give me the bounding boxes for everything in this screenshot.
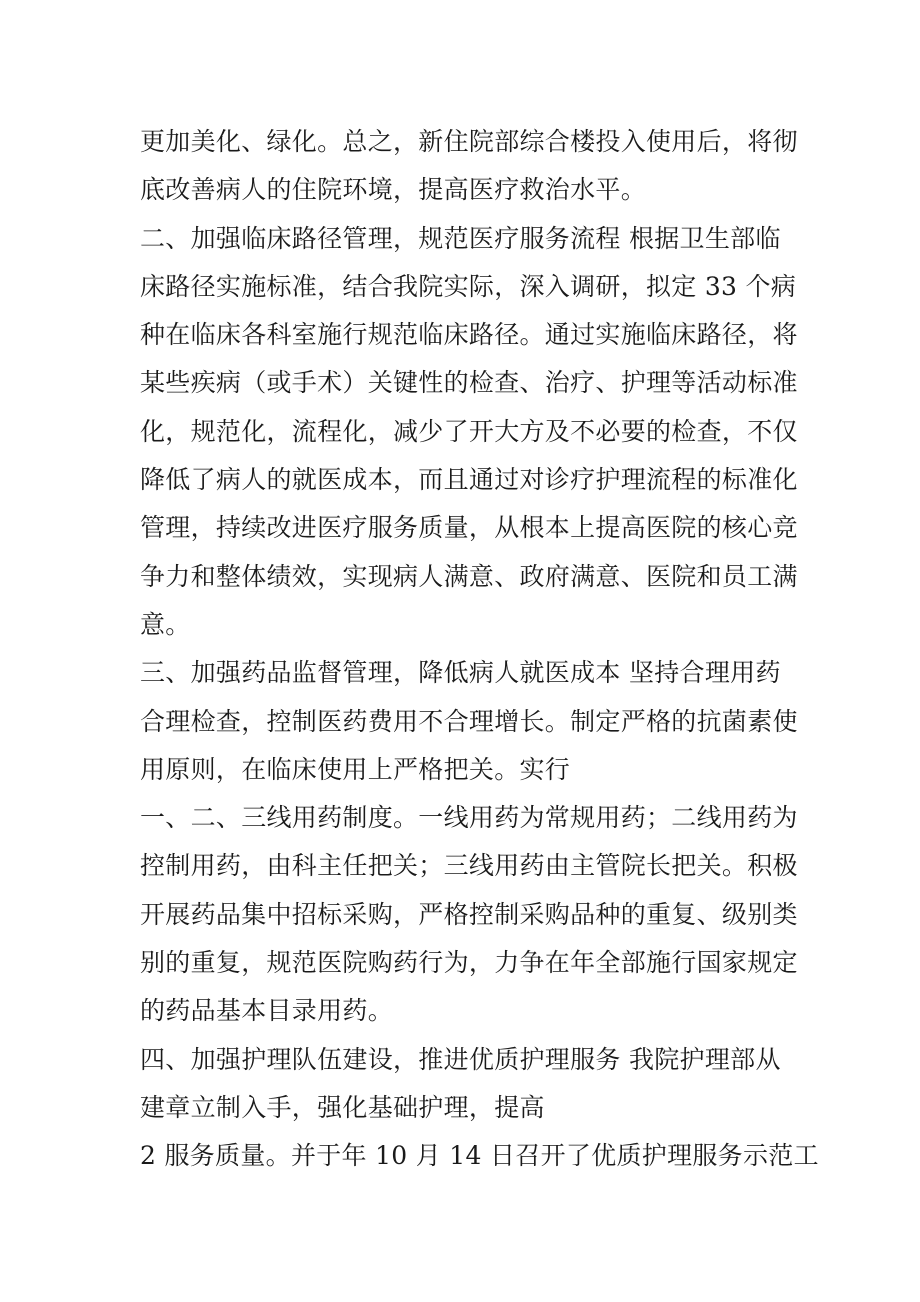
text-line: 控制用药，由科主任把关；三线用药由主管院长把关。积极 [140, 851, 798, 881]
text-line: 更加美化、绿化。总之，新住院部综合楼投入使用后，将彻 [140, 127, 798, 156]
text-line: 降低了病人的就医成本，而且通过对诊疗护理流程的标准化 [140, 465, 798, 495]
text-line: 建章立制入手，强化基础护理，提高 [140, 1092, 545, 1122]
text-line: 别的重复，规范医院购药行为，力争在年全部施行国家规定 [140, 948, 798, 978]
text-line: 种在临床各科室施行规范临床路径。通过实施临床路径，将 [140, 320, 798, 350]
text-line: 合理检查，控制医药费用不合理增长。制定严格的抗菌素使 [140, 706, 798, 736]
text-line: 用原则，在临床使用上严格把关。实行 [140, 754, 571, 784]
text-line: 化，规范化，流程化，减少了开大方及不必要的检查，不仅 [140, 416, 798, 446]
section-heading-line: 二、加强临床路径管理，规范医疗服务流程 根据卫生部临 [140, 223, 781, 253]
text-line: 一、二、三线用药制度。一线用药为常规用药；二线用药为 [140, 803, 798, 833]
body-text [140, 118, 819, 1181]
text-line: 开展药品集中招标采购，严格控制采购品种的重复、级别类 [140, 899, 798, 929]
text-line: 底改善病人的住院环境，提高医疗救治水平。 [140, 175, 647, 205]
text-line: 争力和整体绩效，实现病人满意、政府满意、医院和员工满 [140, 561, 798, 591]
text-line: 的药品基本目录用药。 [140, 996, 394, 1026]
text-line: 床路径实施标准，结合我院实际，深入调研，拟定 33 个病 [140, 271, 797, 301]
section-heading-line: 四、加强护理队伍建设，推进优质护理服务 我院护理部从 [140, 1044, 781, 1074]
text-line: 某些疾病（或手术）关键性的检查、治疗、护理等活动标准 [140, 368, 798, 398]
text-line: 2 服务质量。并于年 10 月 14 日召开了优质护理服务示范工 [140, 1141, 819, 1171]
text-line: 管理，持续改进医疗服务质量，从根本上提高医院的核心竞 [140, 513, 798, 543]
text-line: 意。 [140, 609, 191, 639]
section-heading-line: 三、加强药品监督管理，降低病人就医成本 坚持合理用药 [140, 658, 781, 688]
